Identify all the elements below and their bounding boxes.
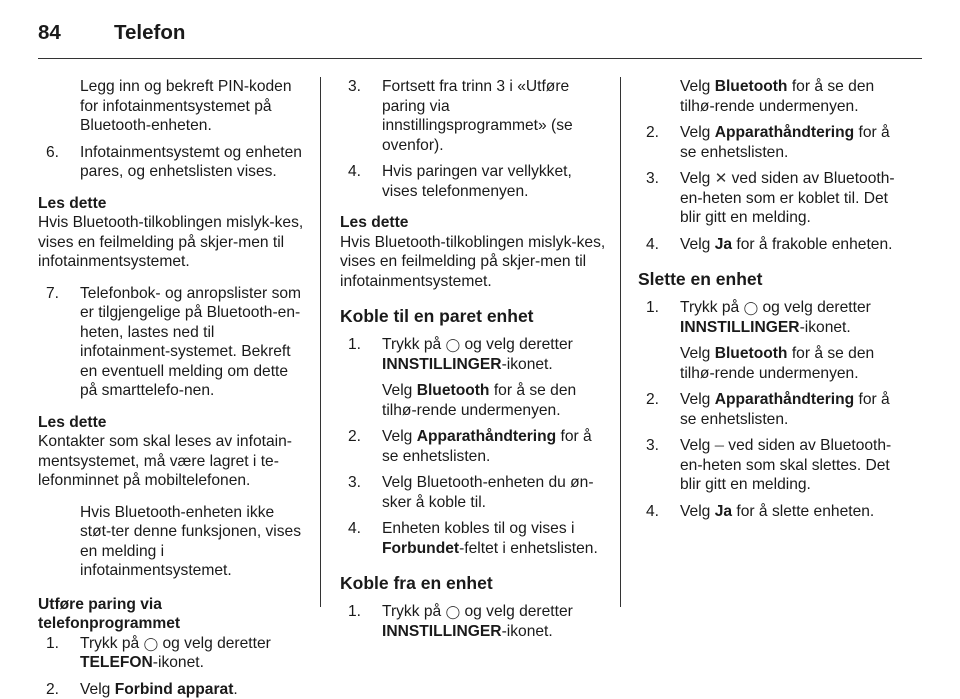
item-text: Velg (680, 437, 710, 454)
item-text: Infotainmentsystemt og enheten pares, og enhetslisten vises. (80, 144, 302, 181)
page-number: 84 (38, 22, 61, 44)
item-number: 4. (646, 235, 659, 255)
list-item-2 (638, 390, 904, 429)
list-item-3 (638, 436, 904, 495)
section-heading: Koble til en paret enhet (340, 305, 606, 327)
item-text: og velg deretter (762, 299, 870, 316)
item-text: Velg (680, 124, 710, 141)
bold-term: Ja (715, 503, 732, 520)
item-number: 4. (348, 162, 361, 182)
item-number: 6. (46, 143, 59, 163)
list-item-6 (38, 143, 304, 182)
item-text: Fortsett fra trinn 3 i «Utføre paring via innstillingsprogrammet» (se ovenfor). (382, 78, 573, 154)
list-item-1 (638, 298, 904, 337)
item-number: 2. (348, 427, 361, 447)
item-text: ved siden av Bluetooth-en-heten som skal slettes. Det blir gitt en melding. (680, 437, 891, 493)
item-text: for å se den tilhø-rende undermenyen. (680, 78, 874, 115)
note-box (38, 413, 304, 491)
item-text: ved siden av Bluetooth-en-heten som er koblet til. Det blir gitt en melding. (680, 170, 895, 226)
item-number: 2. (646, 390, 659, 410)
list-item-2 (38, 680, 304, 699)
item-text: Trykk på (680, 299, 739, 316)
item-text: Velg (680, 391, 710, 408)
continuation-text: Legg inn og bekreft PIN-koden for infotainmentsystemet på Bluetooth-enheten. (38, 77, 304, 136)
continuation-text (340, 381, 606, 420)
list-item-1 (340, 335, 606, 374)
note-text: Hvis Bluetooth-tilkoblingen mislyk-kes, vises en feilmelding på skjer-men til infotainmentsystemet. (340, 233, 606, 292)
item-number: 3. (646, 436, 659, 456)
section-heading: Slette en enhet (638, 268, 904, 290)
item-text: for å se den tilhø-rende undermenyen. (680, 345, 874, 382)
home-icon: ◯ (446, 602, 461, 622)
item-number: 2. (646, 123, 659, 143)
list-item-4 (340, 162, 606, 201)
item-text: Velg (382, 382, 412, 399)
item-text: Velg (680, 236, 710, 253)
item-number: 4. (646, 502, 659, 522)
bold-term: Apparathåndtering (715, 124, 854, 141)
item-text: og velg deretter (464, 603, 572, 620)
item-text: Enheten kobles til og vises i (382, 520, 574, 537)
bold-term: INNSTILLINGER (382, 356, 502, 373)
page-title: Telefon (114, 22, 185, 44)
subheading: Utføre paring via telefonprogrammet (38, 595, 304, 634)
column-divider-2 (620, 77, 621, 607)
column-3 (638, 77, 904, 521)
item-text: Velg Bluetooth-enheten du øn-sker å koble til. (382, 474, 594, 511)
note-text: Hvis Bluetooth-tilkoblingen mislyk-kes, vises en feilmelding på skjer-men til infotainmentsystemet. (38, 213, 304, 272)
list-item-1 (340, 602, 606, 641)
note-title: Les dette (38, 194, 304, 214)
item-text: Velg (80, 681, 110, 698)
note-box (38, 194, 304, 272)
note-title: Les dette (340, 213, 606, 233)
item-number: 1. (348, 335, 361, 355)
item-text: Velg (680, 78, 710, 95)
item-text: Telefonbok- og anropslister som er tilgjengelige på Bluetooth-en-heten, lastes ned til infotainment-systemet. Bekreft en eventuell melding om dette på smarttelefo-nen. (80, 285, 301, 400)
bold-term: TELEFON (80, 654, 153, 671)
minus-icon: ─ (715, 436, 724, 456)
item-number: 3. (348, 473, 361, 493)
item-number: 7. (46, 284, 59, 304)
continuation-text (638, 77, 904, 116)
item-text: Velg (382, 428, 412, 445)
item-text: og velg deretter (464, 336, 572, 353)
column-2 (340, 77, 606, 641)
bold-term: Apparathåndtering (715, 391, 854, 408)
column-divider-1 (320, 77, 321, 607)
item-number: 4. (348, 519, 361, 539)
item-number: 1. (348, 602, 361, 622)
bold-term: Bluetooth (715, 345, 788, 362)
bold-term: Bluetooth (715, 78, 788, 95)
list-item-4 (638, 502, 904, 522)
item-text: for å se enhetslisten. (382, 428, 592, 465)
item-text: Velg (680, 170, 710, 187)
list-item-4 (340, 519, 606, 558)
bold-term: Apparathåndtering (417, 428, 556, 445)
list-item-4 (638, 235, 904, 255)
item-text: og velg deretter (162, 635, 270, 652)
item-text: Velg (680, 345, 710, 362)
item-text: -ikonet. (502, 356, 553, 373)
item-text: -ikonet. (502, 623, 553, 640)
home-icon: ◯ (144, 634, 159, 654)
list-item-2 (340, 427, 606, 466)
note-text: Kontakter som skal leses av infotain-mentsystemet, må være lagret i te-lefonminnet på mobiltelefonen. (38, 432, 304, 491)
item-text: for å slette enheten. (736, 503, 874, 520)
bold-term: Bluetooth (417, 382, 490, 399)
item-text: -feltet i enhetslisten. (459, 540, 598, 557)
home-icon: ◯ (446, 335, 461, 355)
item-text: for å se den tilhø-rende undermenyen. (382, 382, 576, 419)
list-item-1 (38, 634, 304, 673)
item-text: Trykk på (382, 336, 441, 353)
item-text: for å se enhetslisten. (680, 391, 890, 428)
item-text: for å frakoble enheten. (736, 236, 892, 253)
continuation-text (638, 344, 904, 383)
bold-term: Forbind apparat (115, 681, 234, 698)
item-text: for å se enhetslisten. (680, 124, 890, 161)
list-item-3 (638, 169, 904, 228)
item-text: . (233, 681, 237, 698)
section-heading: Koble fra en enhet (340, 572, 606, 594)
item-number: 1. (46, 634, 59, 654)
bold-term: INNSTILLINGER (680, 319, 800, 336)
item-number: 2. (46, 680, 59, 699)
continuation-text: Hvis Bluetooth-enheten ikke støt-ter denne funksjonen, vises en melding i infotainmentsystemet. (38, 503, 304, 581)
list-item-3 (340, 473, 606, 512)
header-rule (38, 58, 922, 59)
item-text: -ikonet. (800, 319, 851, 336)
home-icon: ◯ (744, 298, 759, 318)
item-number: 3. (348, 77, 361, 97)
list-item-7 (38, 284, 304, 401)
item-text: Trykk på (382, 603, 441, 620)
list-item-3 (340, 77, 606, 155)
item-text: Trykk på (80, 635, 139, 652)
note-box (340, 213, 606, 291)
item-number: 1. (646, 298, 659, 318)
item-text: Velg (680, 503, 710, 520)
item-text: -ikonet. (153, 654, 204, 671)
item-text: Hvis paringen var vellykket, vises telefonmenyen. (382, 163, 572, 200)
bold-term: Forbundet (382, 540, 459, 557)
note-title: Les dette (38, 413, 304, 433)
item-number: 3. (646, 169, 659, 189)
list-item-2 (638, 123, 904, 162)
close-icon: ✕ (715, 169, 728, 189)
bold-term: INNSTILLINGER (382, 623, 502, 640)
column-1 (38, 77, 304, 699)
bold-term: Ja (715, 236, 732, 253)
